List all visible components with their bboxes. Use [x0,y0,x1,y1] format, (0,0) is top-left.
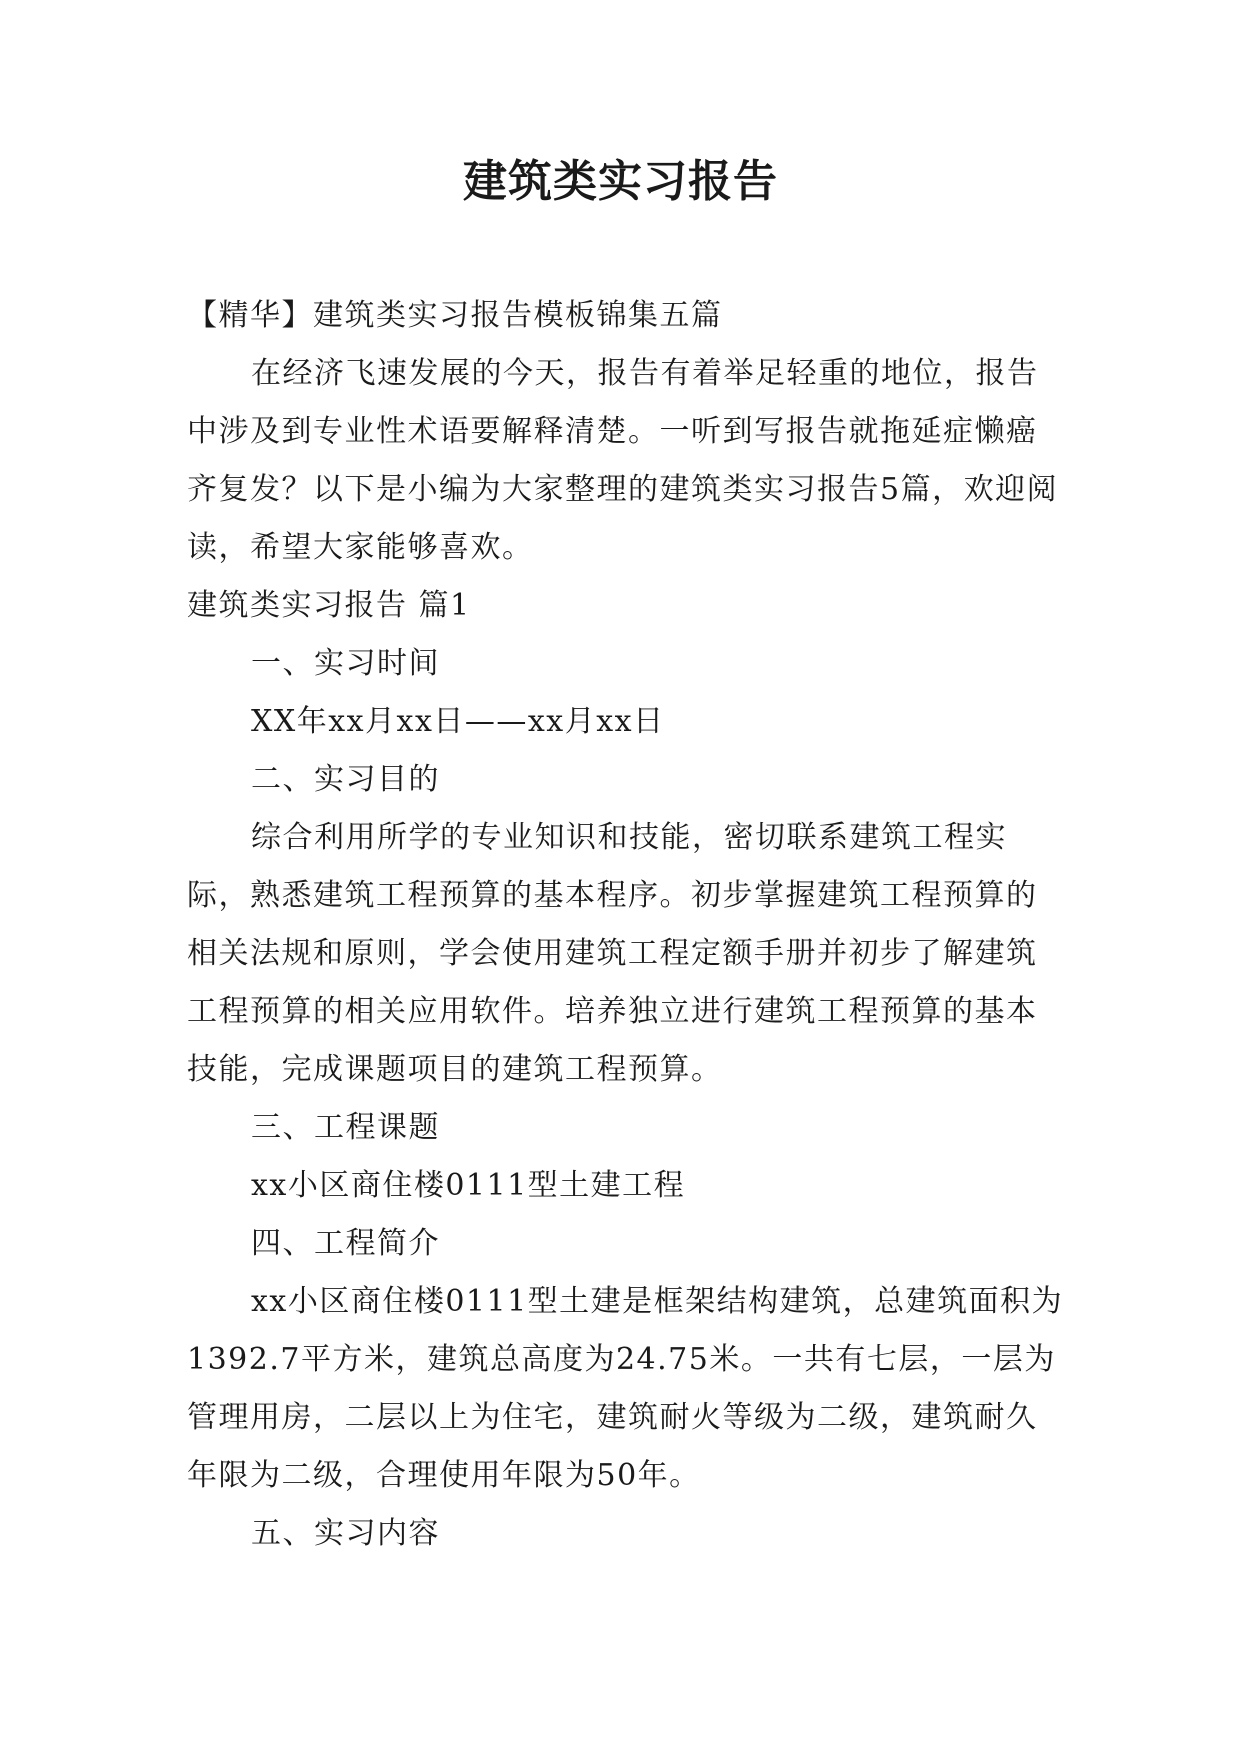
paragraph: 建筑类实习报告 篇1 [187,588,471,623]
paragraph: xx小区商住楼0111型土建是框架结构建筑，总建筑面积为1392.7平方米，建筑总高度为24.75米。一共有七层，一层为管理用房，二层以上为住宅，建筑耐火等级为二级，建筑耐久年限为二级，合理使用年限为50年。 [187,1284,1064,1493]
paragraph: 【精华】建筑类实习报告模板锦集五篇 [187,298,723,333]
document-title: 建筑类实习报告 [463,156,778,207]
paragraph: 四、工程简介 [251,1226,440,1261]
paragraph: 一、实习时间 [251,646,440,681]
paragraph: XX年xx月xx日——xx月xx日 [251,704,665,739]
paragraph: 综合利用所学的专业知识和技能，密切联系建筑工程实际，熟悉建筑工程预算的基本程序。初步掌握建筑工程预算的相关法规和原则，学会使用建筑工程定额手册并初步了解建筑工程预算的相关应用软件。培养独立进行建筑工程预算的基本技能，完成课题项目的建筑工程预算。 [187,820,1038,1087]
paragraph: 二、实习目的 [251,762,440,797]
paragraph: 在经济飞速发展的今天，报告有着举足轻重的地位，报告中涉及到专业性术语要解释清楚。一听到写报告就拖延症懒癌齐复发？以下是小编为大家整理的建筑类实习报告5篇，欢迎阅读，希望大家能够喜欢。 [187,356,1059,565]
paragraph: 三、工程课题 [251,1110,440,1145]
document-body [187,287,1067,1563]
paragraph: 五、实习内容 [251,1516,440,1551]
paragraph: xx小区商住楼0111型土建工程 [251,1168,686,1203]
